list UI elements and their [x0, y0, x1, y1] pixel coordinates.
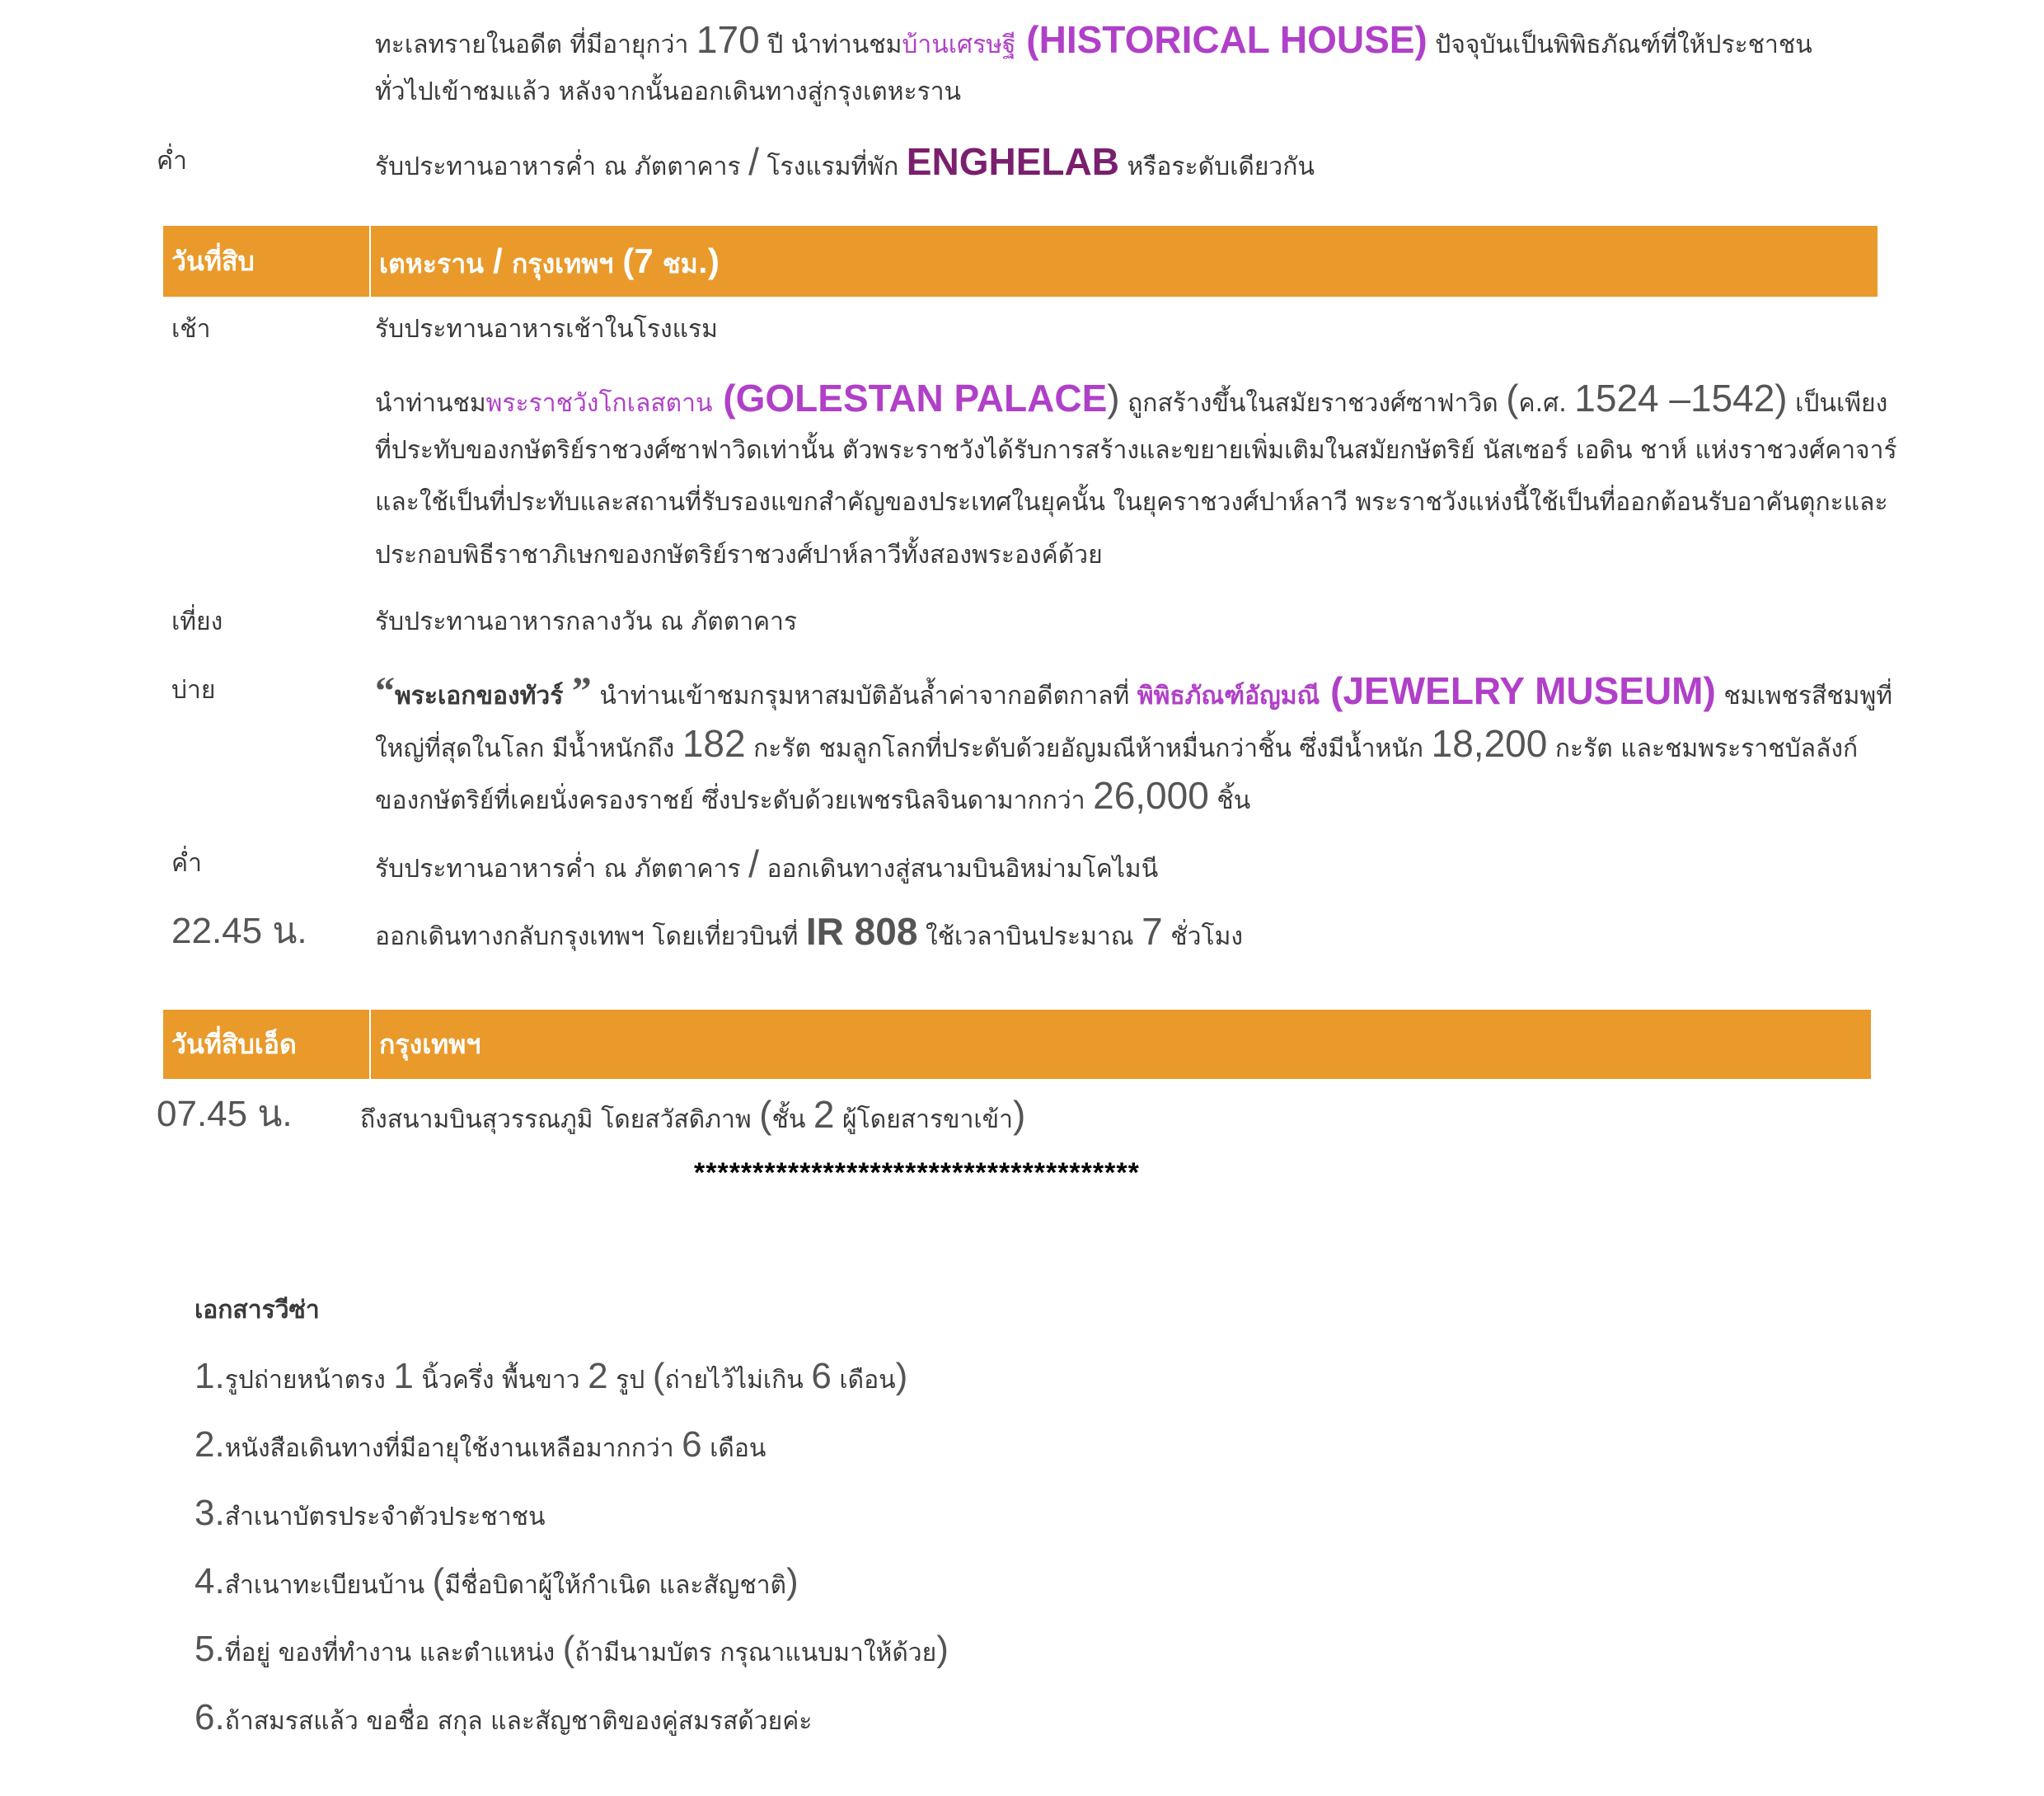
text-run: พระเอกของทัวร์ [395, 682, 572, 710]
text-run: / [748, 842, 759, 885]
text-run: 1. [195, 1356, 225, 1396]
text-run: 170 [696, 18, 760, 61]
text-run: ) [786, 1561, 799, 1601]
text-run: นิ้วครึ่ง พื้นขาว [413, 1366, 588, 1395]
text-run: 2 [588, 1356, 608, 1396]
text-run: เดือน [831, 1366, 896, 1395]
text-run: 18,200 [1431, 722, 1548, 765]
afternoon-label: บ่าย [171, 676, 216, 705]
text-run: ) [1013, 1093, 1026, 1136]
golestan-line3: และใช้เป็นที่ประทับและสถานที่รับรองแขกสำคัญของประเทศในยุคนั้น ในยุคราชวงศ์ปาห์ลาวี พระราชวังแห่งนี้ใช้เป็นที่ออกต้อนรับอาคันตุกะและ [375, 488, 1888, 517]
day11-header-day: วันที่สิบเอ็ด [171, 1029, 297, 1060]
text-run: ถูกสร้างขึ้นในสมัยราชวงศ์ซาฟาวิด [1119, 389, 1507, 418]
text-run: ) [1107, 377, 1120, 420]
separator-stars: ************************************** [694, 1157, 1140, 1189]
day11-header-bar [163, 1010, 1871, 1079]
text-run: ใช้เวลาบินประมาณ [917, 922, 1142, 951]
text-run: กะรัต และชมพระราชบัลลังก์ [1547, 734, 1859, 763]
visa-item [195, 1693, 812, 1747]
text-run: สำเนาบัตรประจำตัวประชาชน [224, 1503, 546, 1531]
text-run: 4. [195, 1561, 225, 1601]
text-run: รับประทานอาหารค่ำ ณ ภัตตาคาร [375, 855, 749, 884]
text-run: นำท่านชม [375, 389, 486, 418]
visa-item [195, 1557, 799, 1611]
text-run: ออกเดินทางกลับกรุงเทพฯ โดยเที่ยวบินที่ [375, 922, 806, 951]
text-run: ค.ศ. [1518, 389, 1575, 418]
text-run: พิพิธภัณฑ์อัญมณี [1137, 682, 1320, 710]
text-run: นำท่านเข้าชมกรุมหาสมบัติอันล้ำค่าจากอดีตกาลที่ [591, 682, 1137, 710]
golestan-line2: ที่ประทับของกษัตริย์ราชวงศ์ซาฟาวิดเท่านั้น ตัวพระราชวังได้รับการสร้างและขยายเพิ่มเติมในสมัยกษัตริย์ นัสเซอร์ เอดิน ชาห์ แห่งราชวงศ์คาจาร์ [375, 436, 1897, 465]
text-run: โรงแรมที่พัก [758, 152, 907, 181]
text-run: “ [375, 669, 395, 713]
text-run: ) [707, 241, 720, 280]
text-run: 2 [813, 1093, 835, 1136]
day9-dinner-line [375, 137, 1315, 192]
text-run: ) [895, 1356, 908, 1396]
header-divider [369, 226, 371, 297]
lunch-label: เที่ยง [171, 607, 223, 636]
dinner-label-day10: ค่ำ [171, 849, 202, 878]
flight-line [375, 907, 1243, 962]
text-run: ENGHELAB [906, 140, 1119, 183]
dinner-label-day9: ค่ำ [157, 147, 187, 176]
text-run: ถึงสนามบินสุวรรณภูมิ โดยสวัสดิภาพ [360, 1105, 760, 1134]
text-run: เป็นเพียง [1787, 389, 1888, 418]
text-run: 6 [682, 1424, 702, 1465]
jewelry-line2 [375, 719, 1858, 774]
text-run: 1524 –1542) [1574, 377, 1788, 420]
text-run: (GOLESTAN PALACE [712, 377, 1108, 420]
day10-dinner-line [375, 839, 1158, 894]
golestan-line4: ประกอบพิธีราชาภิเษกของกษัตริย์ราชวงศ์ปาห์ลาวีทั้งสองพระองค์ด้วย [375, 541, 1103, 570]
visa-title: เอกสารวีซ่า [195, 1296, 320, 1325]
text-run: ถ้าสมรสแล้ว ขอชื่อ สกุล และสัญชาติของคู่สมรสด้วยค่ะ [224, 1707, 813, 1736]
text-run: 26,000 [1093, 774, 1209, 817]
text-run: ชม. [653, 248, 708, 279]
text-run: ) [936, 1629, 949, 1669]
text-run: / [748, 140, 759, 183]
day10-header-route [379, 237, 720, 288]
jewelry-line1 [375, 666, 1892, 721]
arrival-line [360, 1090, 1025, 1145]
text-run: 7 [1142, 910, 1163, 953]
text-run: รับประทานอาหารค่ำ ณ ภัตตาคาร [375, 152, 749, 181]
text-run: 6 [811, 1356, 832, 1396]
text-run: ชมเพชรสีชมพูที่ [1715, 682, 1893, 710]
visa-item [195, 1489, 545, 1542]
breakfast-label: เช้า [171, 315, 211, 344]
text-run: รูป [607, 1366, 653, 1395]
text-run: (7 [622, 241, 654, 280]
text-run: ชั้น [771, 1105, 813, 1134]
text-run: ( [759, 1093, 772, 1136]
text-run: 6. [195, 1697, 225, 1737]
text-run: ( [562, 1629, 575, 1669]
text-run: ใหญ่ที่สุดในโลก มีน้ำหนักถึง [375, 734, 682, 763]
day10-header-bar [163, 226, 1878, 297]
text-run: / [493, 241, 503, 280]
text-run: ชั่วโมง [1162, 922, 1243, 951]
visa-item [195, 1352, 907, 1405]
arrival-time: 07.45 น. [157, 1094, 293, 1134]
text-run: ผู้โดยสารขาเข้า [834, 1105, 1014, 1134]
text-run: ( [1506, 377, 1519, 420]
text-run: (JEWELRY MUSEUM) [1320, 669, 1716, 712]
text-run: สำเนาทะเบียนบ้าน [224, 1571, 433, 1600]
text-run: 182 [682, 722, 746, 765]
text-run: ทะเลทรายในอดีต ที่มีอายุกว่า [375, 30, 696, 59]
day9-historical-line1 [375, 15, 1812, 70]
text-run: ( [432, 1561, 445, 1601]
text-run: 3. [195, 1493, 225, 1533]
header-divider [369, 1010, 371, 1079]
text-run: ออกเดินทางสู่สนามบินอิหม่ามโคไมนี [758, 855, 1159, 884]
text-run: กรุงเทพฯ [502, 248, 623, 279]
golestan-line1 [375, 373, 1887, 429]
text-run: บ้านเศรษฐี [902, 30, 1016, 59]
text-run: (HISTORICAL HOUSE) [1015, 18, 1428, 61]
text-run: ชิ้น [1208, 786, 1251, 815]
text-run: ของกษัตริย์ที่เคยนั่งครองราชย์ ซึ่งประดับด้วยเพชรนิลจินดามากกว่า [375, 786, 1094, 815]
text-run: กะรัต ชมลูกโลกที่ประดับด้วยอัญมณีห้าหมื่นกว่าชิ้น ซึ่งมีน้ำหนัก [745, 734, 1432, 763]
text-run: ” [571, 669, 592, 713]
visa-item [195, 1625, 949, 1678]
text-run: IR 808 [805, 910, 918, 953]
text-run: 2. [195, 1424, 225, 1465]
text-run: หรือระดับเดียวกัน [1118, 152, 1315, 181]
day9-historical-line2: ทั่วไปเข้าชมแล้ว หลังจากนั้นออกเดินทางสู่กรุงเตหะราน [375, 77, 962, 106]
text-run: ปี นำท่านชม [759, 30, 902, 59]
text-run: เดือน [701, 1434, 766, 1463]
text-run: 5. [195, 1629, 225, 1669]
text-run: มีชื่อบิดาผู้ให้กำเนิด และสัญชาติ [444, 1571, 787, 1600]
text-run: ที่อยู่ ของที่ทำงาน และตำแหน่ง [224, 1639, 563, 1667]
visa-item [195, 1420, 766, 1474]
text-run: ปัจจุบันเป็นพิพิธภัณฑ์ที่ให้ประชาชน [1427, 30, 1812, 59]
text-run: รูปถ่ายหน้าตรง [224, 1366, 394, 1395]
text-run: พระราชวังโกเลสตาน [485, 389, 713, 418]
jewelry-line3 [375, 771, 1250, 826]
day11-header-route: กรุงเทพฯ [379, 1029, 481, 1060]
text-run: หนังสือเดินทางที่มีอายุใช้งานเหลือมากกว่า [224, 1434, 682, 1463]
text-run: ถ่ายไว้ไม่เกิน [664, 1366, 812, 1395]
text-run: 1 [393, 1356, 414, 1396]
breakfast-text: รับประทานอาหารเช้าในโรงแรม [375, 315, 718, 344]
text-run: ( [652, 1356, 665, 1396]
day10-header-day: วันที่สิบ [171, 246, 255, 277]
text-run: ถ้ามีนามบัตร กรุณาแนบมาให้ด้วย [574, 1639, 937, 1667]
flight-time: 22.45 น. [171, 911, 307, 951]
text-run: เตหะราน [379, 248, 494, 279]
lunch-text: รับประทานอาหารกลางวัน ณ ภัตตาคาร [375, 607, 798, 636]
